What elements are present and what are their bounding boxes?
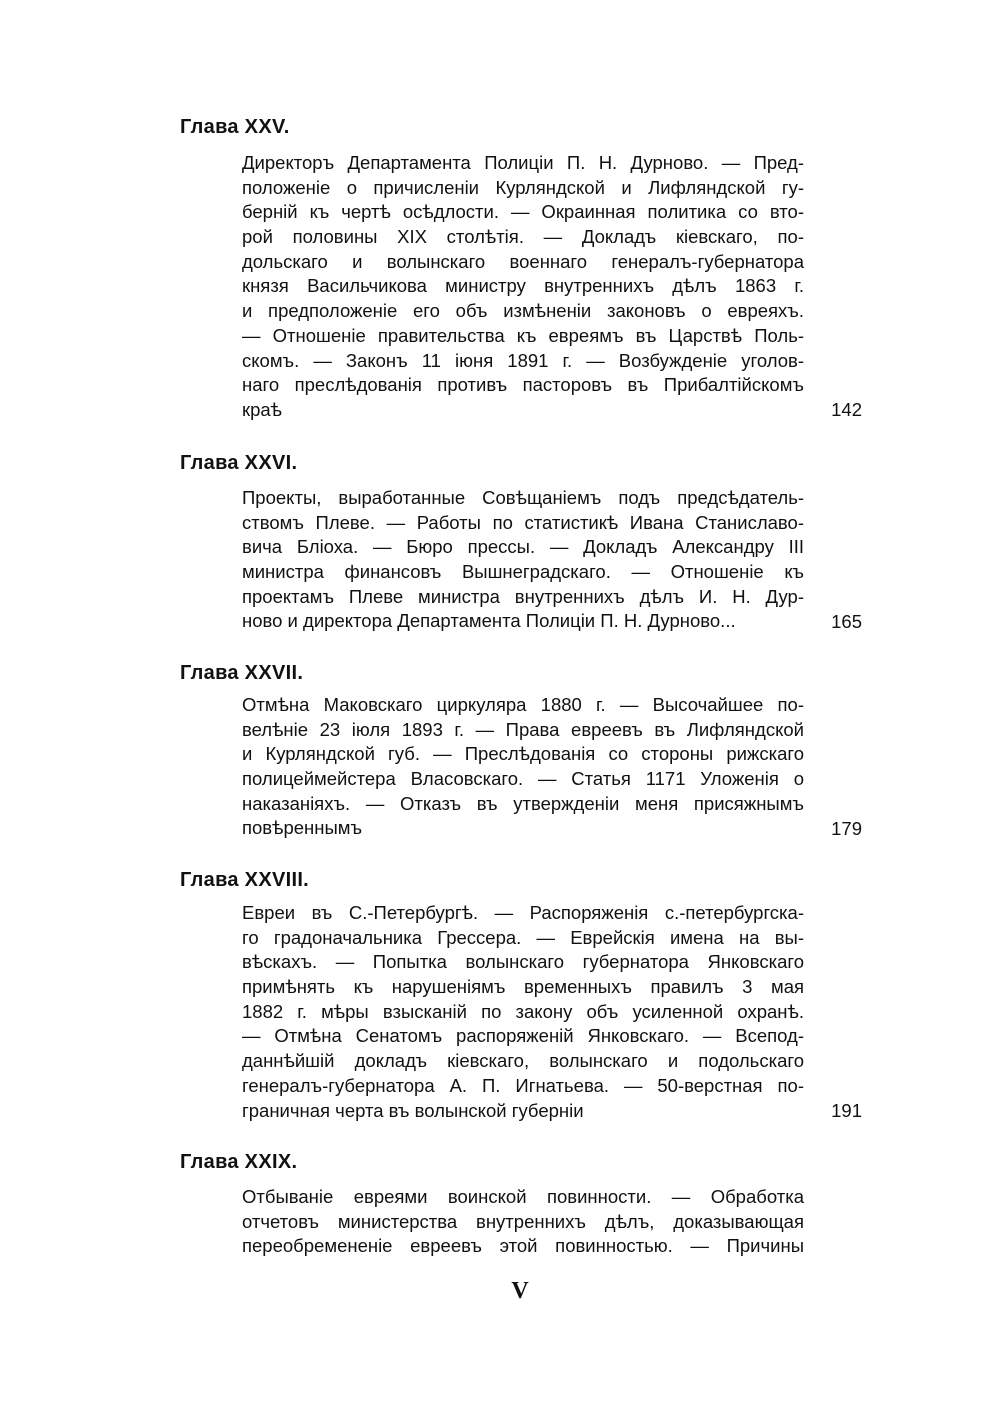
summary-line: переобремененіе евреевъ этой повинностью. — Причины	[242, 1235, 804, 1257]
summary-line: отчетовъ министерства внутреннихъ дѣлъ, доказывающая	[242, 1210, 804, 1232]
summary-line: Отмѣна Маковскаго циркуляра 1880 г. — Высочайшее по-	[242, 694, 804, 715]
chapter-title-xxv: Глава XXV.	[180, 116, 290, 138]
chapter-summary-xxvii	[242, 693, 804, 841]
summary-line: министра финансовъ Вышнеградскаго. — Отношеніе къ	[242, 561, 804, 583]
chapter-title-xxviii: Глава XXVIII.	[180, 869, 310, 891]
summary-line: Директоръ Департамента Полиціи П. Н. Дурново. — Пред-	[242, 152, 804, 173]
summary-line: генералъ-губернатора А. П. Игнатьева. — 50-верстная по-	[242, 1074, 804, 1096]
summary-line: вича Бліоха. — Бюро прессы. — Докладъ Александру III	[242, 536, 804, 558]
summary-line: ново и директора Департамента Полиціи П. Н. Дурново...	[242, 610, 736, 632]
summary-line: полицеймейстера Власовскаго. — Статья 1171 Уложенія о	[242, 768, 804, 790]
chapter-title-xxvii: Глава XXVII.	[180, 662, 304, 684]
summary-line: Проекты, выработанные Совѣщаніемъ подъ предсѣдатель-	[242, 487, 804, 508]
chapter-summary-xxvi	[242, 486, 804, 634]
summary-line: положеніе о причисленіи Курляндской и Лифляндской гу-	[242, 176, 804, 198]
summary-line: и предположеніе его объ измѣненіи законовъ о евреяхъ.	[242, 300, 804, 322]
summary-line: рой половины XIX столѣтія. — Докладъ кіевскаго, по-	[242, 226, 804, 248]
summary-line: — Отмѣна Сенатомъ распоряженій Янковскаго. — Всепод-	[242, 1025, 804, 1047]
chapter-summary-xxviii	[242, 901, 804, 1123]
page-number-xxvii: 179	[831, 818, 862, 839]
summary-line: вѣскахъ. — Попытка волынскаго губернатора Янковскаго	[242, 951, 804, 973]
summary-line: краѣ	[242, 398, 283, 420]
page-number-xxviii: 191	[831, 1100, 862, 1121]
summary-line: скомъ. — Законъ 11 іюня 1891 г. — Возбужденіе уголов-	[242, 349, 804, 371]
summary-line: и Курляндской губ. — Преслѣдованія со стороны рижскаго	[242, 743, 804, 765]
summary-line: ствомъ Плеве. — Работы по статистикѣ Ивана Станиславо-	[242, 511, 804, 533]
summary-line: го градоначальника Грессера. — Еврейскія имена на вы-	[242, 926, 804, 948]
page-number-xxv: 142	[831, 399, 862, 420]
summary-line: повѣреннымъ	[242, 817, 363, 839]
summary-line: — Отношеніе правительства къ евреямъ въ Царствѣ Поль-	[242, 324, 804, 346]
page-folio: V	[511, 1278, 529, 1304]
summary-line: наказаніяхъ. — Отказъ въ утвержденіи меня присяжнымъ	[242, 792, 804, 814]
summary-line: князя Васильчикова министру внутреннихъ дѣлъ 1863 г.	[242, 275, 804, 297]
chapter-title-xxix: Глава XXIX.	[180, 1151, 298, 1173]
chapter-summary-xxix	[242, 1185, 804, 1259]
summary-line: дольскаго и волынскаго военнаго генералъ-губернатора	[242, 250, 804, 272]
summary-line: проектамъ Плеве министра внутреннихъ дѣлъ И. Н. Дур-	[242, 585, 804, 607]
summary-line: граничная черта въ волынской губерніи	[242, 1099, 584, 1121]
summary-line: 1882 г. мѣры взысканій по закону объ усиленной охранѣ.	[242, 1000, 804, 1022]
summary-line: наго преслѣдованія противъ пасторовъ въ Прибалтійскомъ	[242, 374, 804, 396]
summary-line: берній къ чертѣ осѣдлости. — Окраинная политика со вто-	[242, 201, 804, 223]
chapter-summary-xxv	[242, 151, 804, 423]
summary-line: примѣнять къ нарушеніямъ временныхъ правилъ 3 мая	[242, 976, 804, 998]
summary-line: Отбываніе евреями воинской повинности. — Обработка	[242, 1186, 804, 1207]
chapter-title-xxvi: Глава XXVI.	[180, 452, 298, 474]
summary-line: даннѣйшій докладъ кіевскаго, волынскаго и подольскаго	[242, 1050, 804, 1072]
summary-line: велѣніе 23 іюля 1893 г. — Права евреевъ въ Лифляндской	[242, 718, 804, 740]
summary-line: Евреи въ С.-Петербургѣ. — Распоряженія с.-петербургска-	[242, 902, 804, 923]
page-number-xxvi: 165	[831, 611, 862, 632]
